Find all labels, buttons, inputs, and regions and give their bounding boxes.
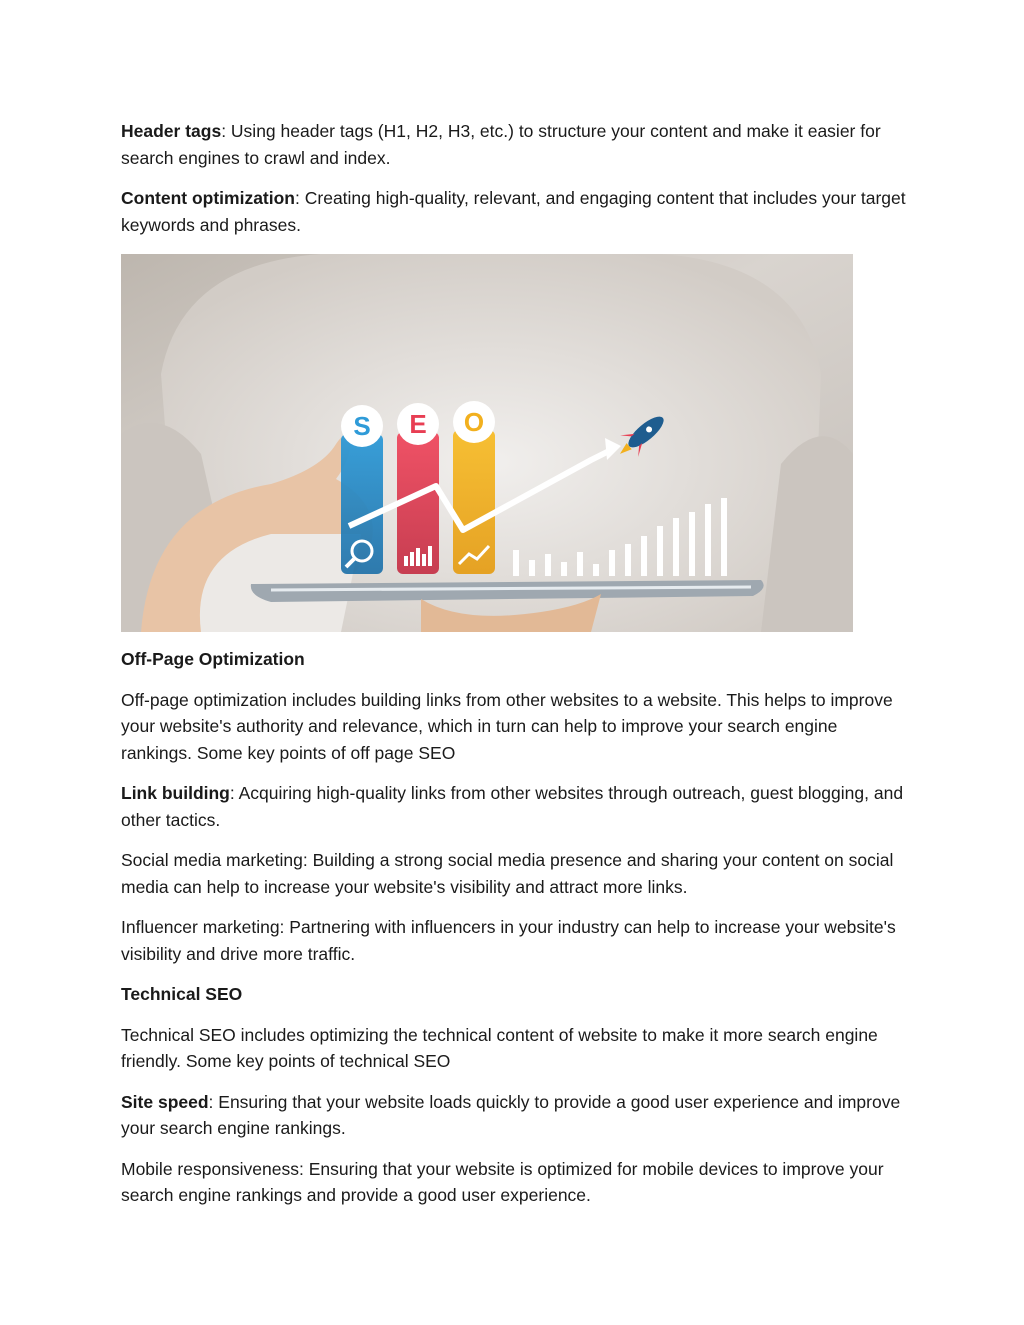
offpage-heading bbox=[121, 646, 911, 673]
technical-intro: Technical SEO includes optimizing the technical content of website to make it more search engine friendly. Some key points of technical SEO bbox=[121, 1024, 878, 1071]
letter-o: O bbox=[463, 407, 485, 437]
site-speed-term: Site speed bbox=[121, 1091, 209, 1112]
offpage-heading-text: Off-Page Optimization bbox=[121, 649, 305, 669]
header-tags-text: : Using header tags (H1, H2, H3, etc.) to structure your content and make it easier for search engines to crawl and index. bbox=[121, 121, 881, 168]
content-optimization-text: : Creating high-quality, relevant, and engaging content that includes your target keywords and phrases. bbox=[121, 188, 906, 235]
link-building-text: : Acquiring high-quality links from other websites through outreach, guest blogging, and other tactics. bbox=[121, 783, 904, 830]
technical-heading bbox=[121, 981, 911, 1008]
seo-hero-image bbox=[121, 254, 853, 632]
influencer-paragraph: Influencer marketing: Partnering with influencers in your industry can help to increase your website's visibility and drive more traffic. bbox=[121, 917, 896, 964]
offpage-and-technical bbox=[121, 646, 911, 1209]
site-speed-paragraph bbox=[121, 1089, 911, 1142]
letter-e: E bbox=[409, 409, 427, 439]
technical-heading-text: Technical SEO bbox=[121, 984, 243, 1004]
header-tags-paragraph bbox=[121, 118, 911, 171]
mobile-paragraph: Mobile responsiveness: Ensuring that your website is optimized for mobile devices to improve your search engine rankings and provide a good user experience. bbox=[121, 1158, 884, 1205]
link-building-paragraph bbox=[121, 780, 911, 833]
social-media-paragraph: Social media marketing: Building a strong social media presence and sharing your content on social media can help to increase your website's visibility and attract more links. bbox=[121, 850, 894, 897]
link-building-term: Link building bbox=[121, 783, 230, 803]
onpage-points bbox=[121, 118, 911, 238]
site-speed-text: : Ensuring that your website loads quickly to provide a good user experience and improve your search engine rankings. bbox=[121, 1091, 901, 1138]
content-optimization-paragraph bbox=[121, 185, 911, 238]
content-optimization-term: Content optimization bbox=[121, 188, 296, 208]
seo-columns bbox=[341, 401, 495, 574]
offpage-intro: Off-page optimization includes building links from other websites to a website. This helps to improve your website's authority and relevance, which in turn can help to improve your search engine rankings. Some key points of off page SEO bbox=[121, 689, 893, 763]
letter-s: S bbox=[353, 411, 371, 441]
header-tags-term: Header tags bbox=[121, 121, 222, 141]
